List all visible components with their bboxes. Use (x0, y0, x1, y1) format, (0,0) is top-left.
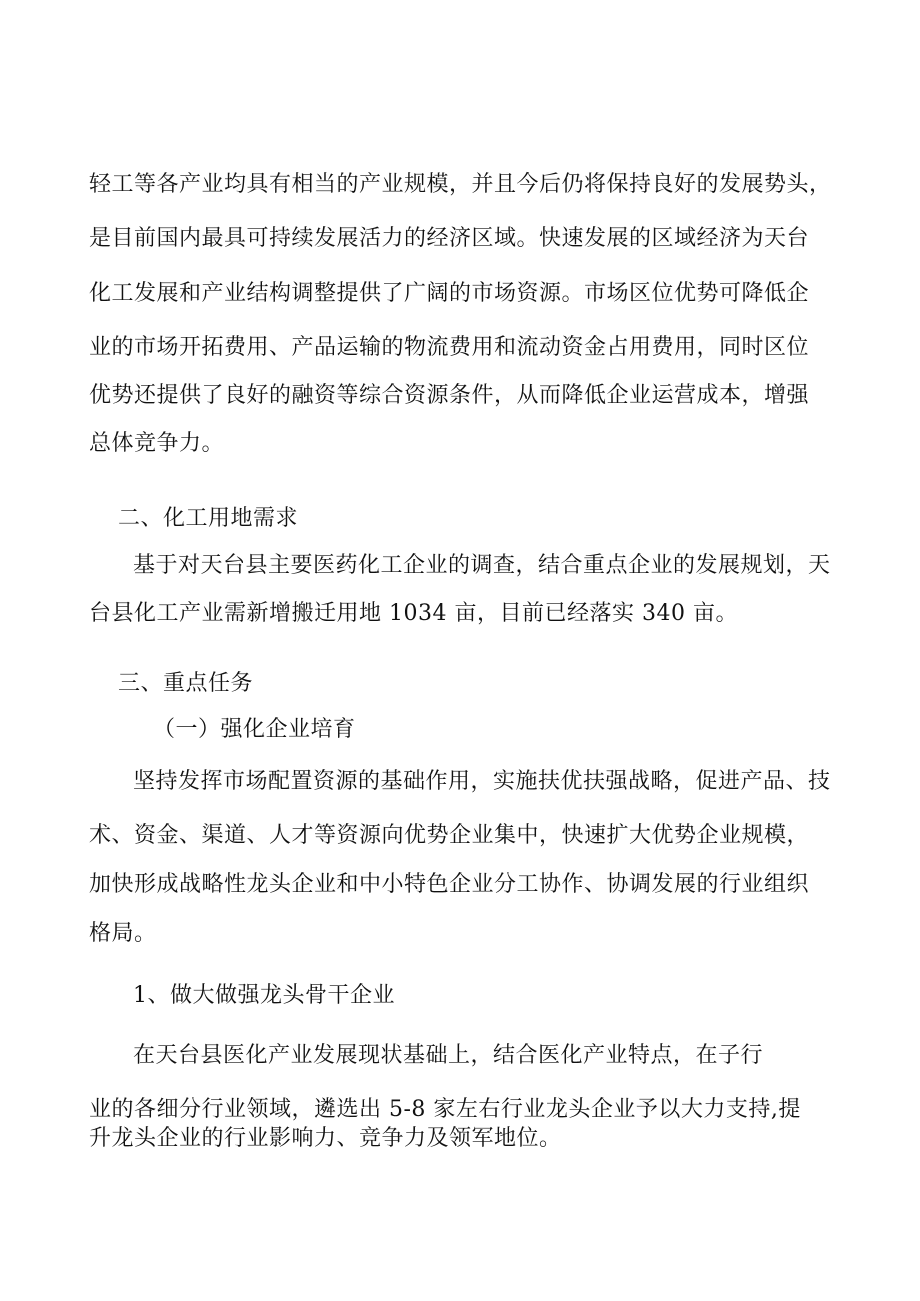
paragraph-line: 台县化工产业需新增搬迁用地 1034 亩，目前已经落实 340 亩。 (89, 601, 738, 626)
item-heading: 1、做大做强龙头骨干企业 (133, 983, 395, 1008)
paragraph-line: 业的市场开拓费用、产品运输的物流费用和流动资金占用费用，同时区位 (89, 335, 810, 360)
paragraph-line: 加快形成战略性龙头企业和中小特色企业分工协作、协调发展的行业组织 (89, 872, 810, 897)
paragraph-line: 在天台县医化产业发展现状基础上，结合医化产业特点，在子行 (133, 1043, 764, 1068)
paragraph-line: 坚持发挥市场配置资源的基础作用，实施扶优扶强战略，促进产品、技 (133, 769, 831, 794)
paragraph-line: 是目前国内最具可持续发展活力的经济区域。快速发展的区域经济为天台 (89, 226, 810, 251)
paragraph-line: 升龙头企业的行业影响力、竞争力及领军地位。 (89, 1126, 562, 1151)
subsection-heading: （一）强化企业培育 (153, 717, 356, 742)
section-heading: 二、化工用地需求 (118, 506, 299, 531)
section-heading: 三、重点任务 (118, 671, 254, 696)
paragraph-line: 业的各细分行业领域，遴选出 5-8 家左右行业龙头企业予以大力支持,提 (89, 1097, 801, 1122)
paragraph-line: 轻工等各产业均具有相当的产业规模，并且今后仍将保持良好的发展势头， (89, 172, 832, 197)
paragraph-line: 格局。 (89, 921, 157, 946)
paragraph-line: 术、资金、渠道、人才等资源向优势企业集中，快速扩大优势企业规模， (89, 823, 810, 848)
paragraph-line: 基于对天台县主要医药化工企业的调查，结合重点企业的发展规划，天 (133, 553, 831, 578)
paragraph-line: 化工发展和产业结构调整提供了广阔的市场资源。市场区位优势可降低企 (89, 281, 810, 306)
paragraph-line: 优势还提供了良好的融资等综合资源条件，从而降低企业运营成本，增强 (89, 383, 810, 408)
paragraph-line: 总体竞争力。 (89, 431, 225, 456)
